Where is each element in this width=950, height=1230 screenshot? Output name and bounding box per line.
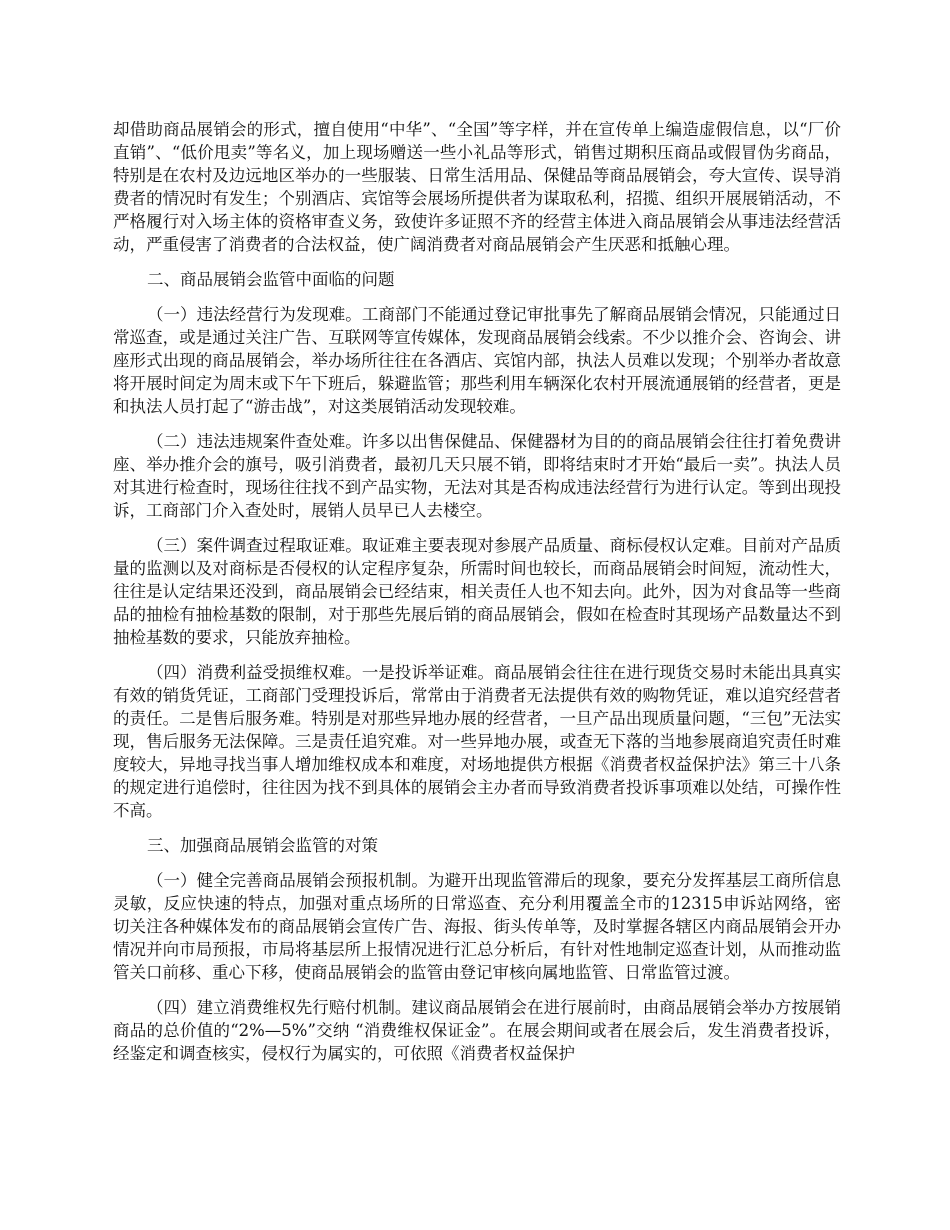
paragraph-problem-consumer-rights: （四）消费利益受损维权难。一是投诉举证难。商品展销会往往在进行现货交易时未能出具真实有效的销货凭证，工商部门受理投诉后，常常由于消费者无法提供有效的购物凭证，难以追究经营者的责任。二是售后服务难。特别是对那些异地办展的经营者，一旦产品出现质量问题，“三包”无法实现，售后服务无法保障。三是责任追究难。对一些异地办展，或查无下落的当地参展商追究责任时难度较大，异地寻找当事人增加维权成本和难度，对场地提供方根据《消费者权益保护法》第三十八条的规定进行追偿时，往往因为找不到具体的展销会主办者而导致消费者投诉事项难以处结，可操作性不高。: [113, 663, 841, 820]
paragraph-countermeasure-forecast: （一）健全完善商品展销会预报机制。为避开出现监管滞后的现象，要充分发挥基层工商所信息灵敏，反应快速的特点，加强对重点场所的日常巡查、充分利用覆盖全市的12315申诉站网络，密切关注各种媒体发布的商品展销会宣传广告、海报、街头传单等，及时掌握各辖区内商品展销会开办情况并向市局预报，市局将基层所上报情况进行汇总分析后，有针对性地制定巡查计划，从而推动监管关口前移、重心下移，使商品展销会的监管由登记审核向属地监管、日常监管过渡。: [113, 871, 841, 982]
paragraph-countermeasure-compensation: （四）建立消费维权先行赔付机制。建议商品展销会在进行展前时，由商品展销会举办方按展销商品的总价值的“2%—5%”交纳 “消费维权保证金”。在展会期间或者在展会后，发生消费者投诉，经鉴定和调查核实，侵权行为属实的，可依照《消费者权益保护: [113, 998, 841, 1063]
paragraph-intro-continuation: 却借助商品展销会的形式，擅自使用“中华”、“全国”等字样，并在宣传单上编造虚假信息，以“厂价直销”、“低价甩卖”等名义，加上现场赠送一些小礼品等形式，销售过期积压商品或假冒伪劣商品，特别是在农村及边远地区举办的一些服装、日常生活用品、保健品等商品展销会，夸大宣传、误导消费者的情况时有发生；个别酒店、宾馆等会展场所提供者为谋取私利，招揽、组织开展展销活动，不严格履行对入场主体的资格审查义务，致使许多证照不齐的经营主体进入商品展销会从事违法经营活动，严重侵害了消费者的合法权益，使广阔消费者对商品展销会产生厌恶和抵触心理。: [113, 120, 841, 254]
paragraph-problem-investigation: （二）违法违规案件查处难。许多以出售保健品、保健器材为目的的商品展销会往往打着免费讲座、举办推介会的旗号，吸引消费者，最初几天只展不销，即将结束时才开始“最后一卖”。执法人员对其进行检查时，现场往往找不到产品实物，无法对其是否构成违法经营行为进行认定。等到出现投诉，工商部门介入查处时，展销人员早已人去楼空。: [113, 432, 841, 520]
document-page: [113, 118, 841, 1077]
section-heading-problems: 二、商品展销会监管中面临的问题: [147, 270, 395, 289]
paragraph-problem-discovery: （一）违法经营行为发现难。工商部门不能通过登记审批事先了解商品展销会情况，只能通过日常巡查，或是通过关注广告、互联网等宣传媒体，发现商品展销会线索。不少以推介会、咨询会、讲座形式出现的商品展销会，举办场所往往在各酒店、宾馆内部，执法人员难以发现；个别举办者故意将开展时间定为周末或下午下班后，躲避监管；那些利用车辆深化农村开展流通展销的经营者，更是和执法人员打起了“游击战”，对这类展销活动发现较难。: [113, 305, 841, 416]
paragraph-problem-evidence: （三）案件调查过程取证难。取证难主要表现对参展产品质量、商标侵权认定难。目前对产品质量的监测以及对商标是否侵权的认定程序复杂，所需时间也较长，而商品展销会时间短，流动性大，往往是认定结果还没到，商品展销会已经结束，相关责任人也不知去向。此外，因为对食品等一些商品的抽检有抽检基数的限制，对于那些先展后销的商品展销会，假如在检查时其现场产品数量达不到抽检基数的要求，只能放弃抽检。: [113, 536, 841, 647]
section-heading-countermeasures: 三、加强商品展销会监管的对策: [147, 836, 378, 855]
